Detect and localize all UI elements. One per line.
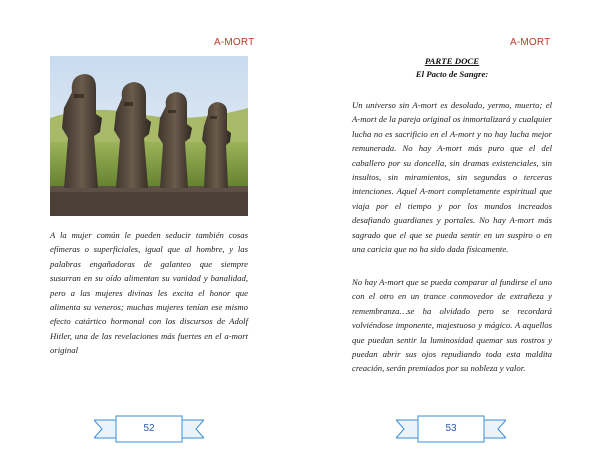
page-number-ribbon-right bbox=[396, 414, 506, 444]
right-page-header: A-MORT bbox=[510, 37, 551, 48]
page-number-right: 53 bbox=[445, 423, 457, 434]
left-page-header: A-MORT bbox=[214, 37, 255, 48]
chapter-title: PARTE DOCE bbox=[424, 56, 480, 66]
left-page-body: A la mujer común le pueden seducir también cosas efímeras o superficiales, igual que al hombre, y las palabras engañadoras de galanteo que siempre susurran en su oído alimentan su vanidad y banalidad, pero a las mujeres divinas les excita el honor que alimenta su veneros; muchas mujeres tenían ese mismo efecto catártico hormonal con los discursos de Adolf Hitler, una de las revelaciones más fuertes en el a-mort original bbox=[50, 230, 248, 356]
moai-photo bbox=[50, 56, 248, 216]
right-page-paragraph-1: Un universo sin A-mort es desolado, yermo, muerto; el A-mort de la pareja original os inmortalizará y cualquier lucha no es sacrificio en el A-mort y no hay lucha mejor remunerada. No hay A-mort más puro que el del caballero por su doncella, sin dramas existenciales, sin insultos, sin miramientos, sin segundas o terceras intenciones. Aquel A-mort completamente espiritual que viaja por el tiempo y por los mundos increados desafiando guardianes y portales. No hay A-mort más sagrado que el que se pueda sentir en un suspiro o en una caricia que no ha sido dada físicamente. bbox=[352, 100, 552, 255]
chapter-subtitle: El Pacto de Sangre: bbox=[415, 69, 489, 79]
page-number-left: 52 bbox=[143, 423, 155, 434]
page-number-ribbon-left bbox=[94, 414, 204, 444]
right-page bbox=[300, 0, 600, 458]
right-page-paragraph-2: No hay A-mort que se pueda comparar al fundirse el uno con el otro en un trance conmovedor de extrañeza y remembranza…se ha olvidado pero se recordará volviéndose imponente, majestuoso y mágico. A aquellos que puedan sentir la luminosidad quemar sus rostros y puedan abrir sus ojos repudiando toda esta maldita creación, serán premiados por su nobleza y valor. bbox=[352, 277, 552, 374]
chapter-heading bbox=[352, 55, 552, 81]
